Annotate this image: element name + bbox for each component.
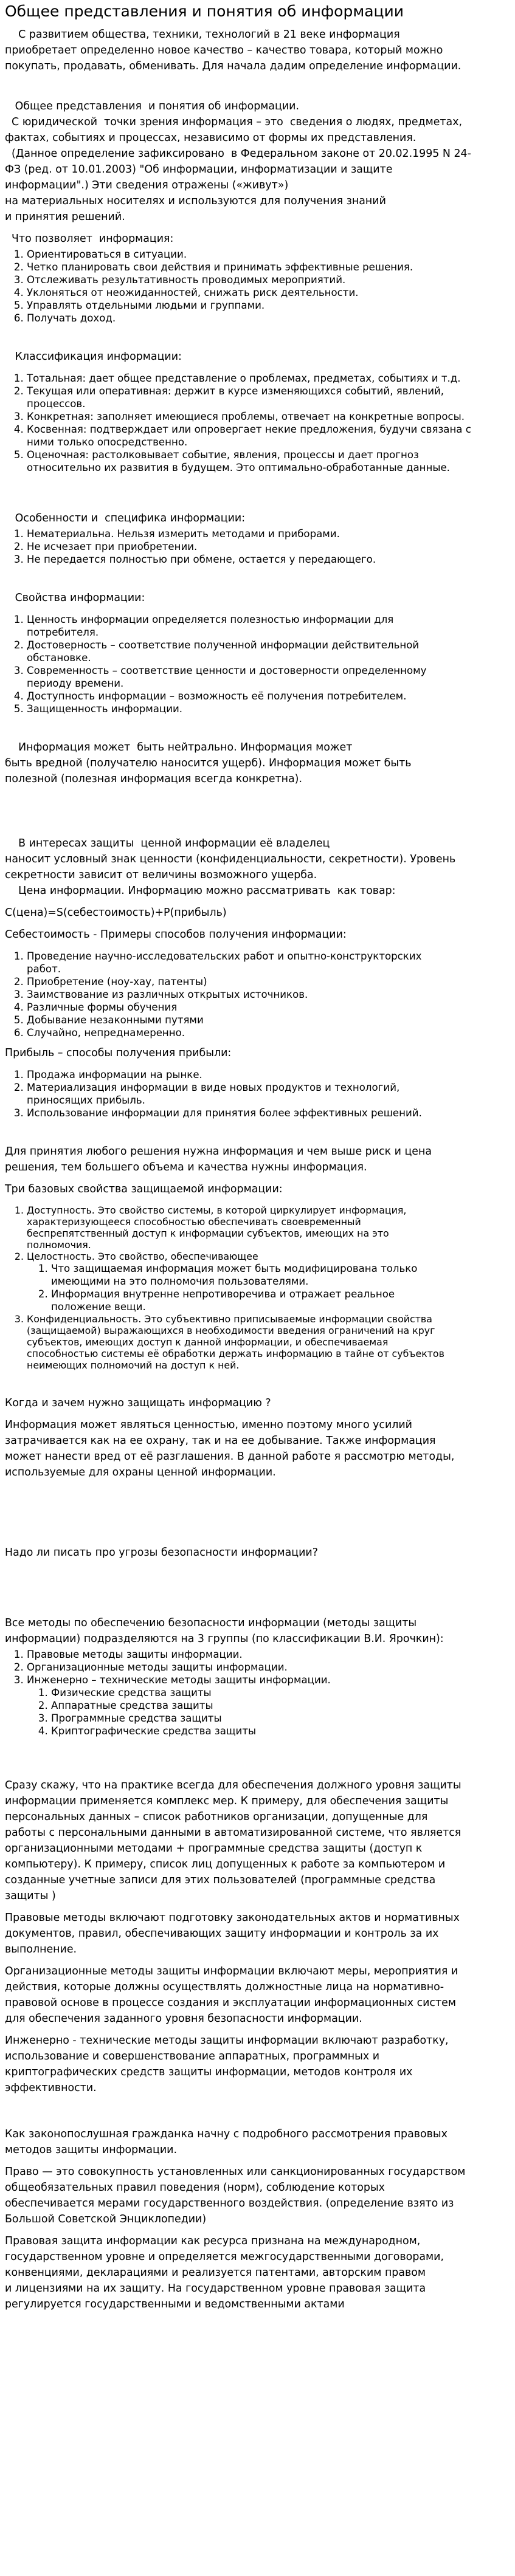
list-item: 3. Заимствование из различных открытых источников. — [27, 988, 449, 1001]
list-item: 4. Уклоняться от неожиданностей, снижать риск деятельности. — [27, 286, 510, 299]
list-item: 3. Использование информации для принятия более эффективных решений. — [27, 1107, 449, 1119]
when-paragraph: Информация может являться ценностью, именно поэтому много усилий затрачивается как на ее охрану, так и на ее добывание. Также информация может нанести вред от её разглашения. В данной работе я рассмотрю методы, используемые для охраны ценной информации. — [5, 1419, 455, 1479]
practice-paragraph: Сразу скажу, что на практике всегда для обеспечения должного уровня защиты информации применяется комплекс мер. К примеру, для обеспечения защиты персональных данных – список работников организации, допущенные для работы с персональными данными в автоматизированной системе, что является организационными методами + программные средства защиты (доступ к компьютеру). К примеру, список лиц допущенных к работе за компьютером и созданные учетные записи для этих пользователей (программные средства защиты ) — [5, 1779, 461, 1902]
law-protection-paragraph: Правовая защита информации как ресурса признана на международном, государственном уровне и определяется межгосударственными договорами, конвенциями, декларациями и реализуется патентами, авторским правом и лицензиями на их защиту. На государственном уровне правовая защита регулируется государственными и ведомственными актами — [5, 2235, 444, 2310]
list-item: 3. Не передается полностью при обмене, остается у передающего. — [27, 553, 510, 566]
price-formula: С(цена)=S(себестоимость)+P(прибыль) — [5, 907, 227, 919]
list-item: 4. Косвенная: подтверждает или опровергает некие предложения, будучи связана с ними только опосредственно. — [27, 423, 474, 448]
list-item: 3. Современность – соответствие ценности и достоверности определенному периоду времени. — [27, 664, 449, 690]
list-item: 1. Что защищаемая информация может быть модифицирована только имеющими на это полномочия пользователями. — [51, 1262, 455, 1288]
eng-methods-paragraph: Инженерно - технические методы защиты информации включают разработку, использование и совершенствование аппаратных, программных и криптографических средств защиты информации, методов контроля их эффективности. — [5, 2035, 449, 2094]
list-item: 6. Получать доход. — [27, 312, 510, 325]
features-heading: Особенности и специфика информации: — [5, 512, 246, 524]
cost-list — [5, 950, 510, 1039]
methods-intro: Все методы по обеспечению безопасности информации (методы защиты информации) подразделяются на 3 группы (по классификации В.И. Ярочкин): — [5, 1617, 444, 1645]
basic-properties-list — [5, 1204, 510, 1371]
list-item: 1. Проведение научно-исследовательских работ и опытно-конструкторских работ. — [27, 950, 449, 975]
list-item: 3. Отслеживать результативность проводимых мероприятий. — [27, 273, 510, 286]
org-methods-paragraph: Организационные методы защиты информации включают меры, мероприятия и действия, которые должны осуществлять должностные лица на нормативно- правовой основе в процессе создания и эксплуатации информационных систем для обеспечения заданного уровня безопасности информации. — [5, 1965, 458, 2025]
list-item: 2. Текущая или оперативная: держит в курсе изменяющихся событий, явлений, процессов. — [27, 385, 474, 410]
list-item: 2. Четко планировать свои действия и принимать эффективные решения. — [27, 261, 510, 273]
list-item: 2. Не исчезает при приобретении. — [27, 540, 510, 553]
list-item: 2. Информация внутренне непротиворечива и отражает реальное положение вещи. — [51, 1288, 455, 1313]
list-item: 3. Конкретная: заполняет имеющиеся проблемы, отвечает на конкретные вопросы. — [27, 410, 474, 423]
list-item: 5. Добывание незаконными путями — [27, 1014, 449, 1026]
page-title: Общее представления и понятия об информации — [5, 2, 404, 20]
list-item: 1. Доступность. Это свойство системы, в которой циркулирует информация, характеризующееся способностью обеспечивать своевременный беспрепятственный доступ к информации субъектов, имеющих на это полномочия. — [27, 1204, 455, 1251]
allows-list — [5, 248, 510, 325]
neutral-paragraph: Информация может быть нейтрально. Информация может быть вредной (получателю наносится ущерб). Информация может быть полезной (полезная информация всегда конкретна). — [5, 741, 412, 785]
list-item: 3. Программные средства защиты — [51, 1712, 510, 1725]
threats-question: Надо ли писать про угрозы безопасности информации? — [5, 1547, 318, 1559]
list-item: 2. Организационные методы защиты информации. — [27, 1661, 510, 1674]
engineering-sublist — [27, 1686, 510, 1737]
legal-methods-paragraph: Правовые методы включают подготовку законодательных актов и нормативных документов, правил, обеспечивающих защиту информации и контроль за их выполнение. — [5, 1912, 460, 1956]
classification-heading: Классификация информации: — [5, 351, 182, 363]
list-item: 5. Оценочная: растолковывает событие, явления, процессы и дает прогноз относительно их развития в будущем. Это оптимально-обработанные данные. — [27, 448, 474, 474]
list-item: 2. Целостность. Это свойство, обеспечивающее 1. Что защищаемая информация может быть модифицирована только имеющими на это полномочия пользователями. 2. Информация внутренне непротиворечива и отражает реальное положение вещи. — [27, 1251, 455, 1313]
list-item: 1. Тотальная: дает общее представление о проблемах, предметах, событиях и т.д. — [27, 372, 474, 385]
classification-list — [5, 372, 510, 474]
list-item: 2. Приобретение (ноу-хау, патенты) — [27, 975, 449, 988]
list-item: 2. Аппаратные средства защиты — [51, 1699, 510, 1712]
list-item: 1. Физические средства защиты — [51, 1686, 510, 1699]
basic-properties-heading: Три базовых свойства защищаемой информации: — [5, 1183, 283, 1195]
list-item: 5. Управлять отдельными людьми и группами. — [27, 299, 510, 312]
profit-heading: Прибыль – способы получения прибыли: — [5, 1047, 232, 1059]
properties-list — [5, 613, 510, 715]
list-item: 2. Материализация информации в виде новых продуктов и технологий, приносящих прибыль. — [27, 1081, 449, 1107]
properties-heading: Свойства информации: — [5, 592, 145, 604]
when-heading: Когда и зачем нужно защищать информацию ? — [5, 1397, 271, 1409]
list-item: 4. Доступность информации – возможность её получения потребителем. — [27, 690, 449, 702]
document-page — [0, 2, 515, 2324]
list-item: 2. Достоверность – соответствие полученной информации действительной обстановке. — [27, 639, 449, 664]
profit-list — [5, 1068, 510, 1119]
features-list — [5, 527, 510, 566]
intro-paragraph: С развитием общества, техники, технологий в 21 веке информация приобретает определенно новое качество – качество товара, который можно покупать, продавать, обменивать. Для начала дадим определение информации. — [5, 29, 461, 72]
interest-paragraph: В интересах защиты ценной информации её владелец наносит условный знак ценности (конфиденциальности, секретности). Уровень секретности зависит от величины возможного ущерба. Цена информации. Информацию можно рассматривать как товар: — [5, 837, 456, 897]
citizen-paragraph: Как законопослушная гражданка начну с подробного рассмотрения правовых методов защиты информации. — [5, 2128, 448, 2156]
list-item: 1. Правовые методы защиты информации. — [27, 1648, 510, 1661]
section-heading-general: Общее представления и понятия об информации. — [5, 100, 299, 112]
definition-paragraph: С юридической точки зрения информация – это сведения о людях, предметах, фактах, событиях и процессах, независимо от формы их представления. (Данное определение зафиксировано в Федеральном законе от 20.02.1995 N 24- ФЗ (ред. от 10.01.2003) "Об информации, информатизации и защите информации".) Эти сведения отражены («живут») на материальных носителях и используются для получения знаний и принятия решений. — [5, 116, 471, 223]
list-item: 3. Конфиденциальность. Это субъективно приписываемые информации свойства (защищаемой) выражающихся в необходимости введения ограничений на круг субъектов, имеющих доступ к данной информации, и обеспечиваемая способностью системы её обработки держать информацию в тайне от субъектов неимеющих полномочий на доступ к ней. — [27, 1313, 455, 1371]
allows-heading: Что позволяет информация: — [5, 233, 174, 245]
cost-heading: Себестоимость - Примеры способов получения информации: — [5, 929, 347, 941]
integrity-sublist — [27, 1262, 455, 1313]
list-item: 4. Криптографические средства защиты — [51, 1725, 510, 1737]
list-item: 3. Инженерно – технические методы защиты информации. 1. Физические средства защиты 2. Аппаратные средства защиты 3. Программные средства защиты 4. Криптографические средства защиты — [27, 1674, 510, 1737]
methods-list — [5, 1648, 510, 1737]
list-item: 1. Нематериальна. Нельзя измерить методами и приборами. — [27, 527, 510, 540]
list-item: 5. Защищенность информации. — [27, 702, 449, 715]
law-definition-paragraph: Право — это совокупность установленных или санкционированных государством общеобязательных правил поведения (норм), соблюдение которых обеспечивается мерами государственного воздействия. (определение взято из Большой Советской Энциклопедии) — [5, 2166, 466, 2225]
list-item: 1. Ценность информации определяется полезностью информации для потребителя. — [27, 613, 449, 639]
decision-paragraph: Для принятия любого решения нужна информация и чем выше риск и цена решения, тем большего объема и качества нужны информация. — [5, 1145, 432, 1173]
list-item: 1. Ориентироваться в ситуации. — [27, 248, 510, 261]
list-item: 4. Различные формы обучения — [27, 1001, 449, 1014]
list-item: 1. Продажа информации на рынке. — [27, 1068, 449, 1081]
list-item: 6. Случайно, непреднамеренно. — [27, 1026, 449, 1039]
